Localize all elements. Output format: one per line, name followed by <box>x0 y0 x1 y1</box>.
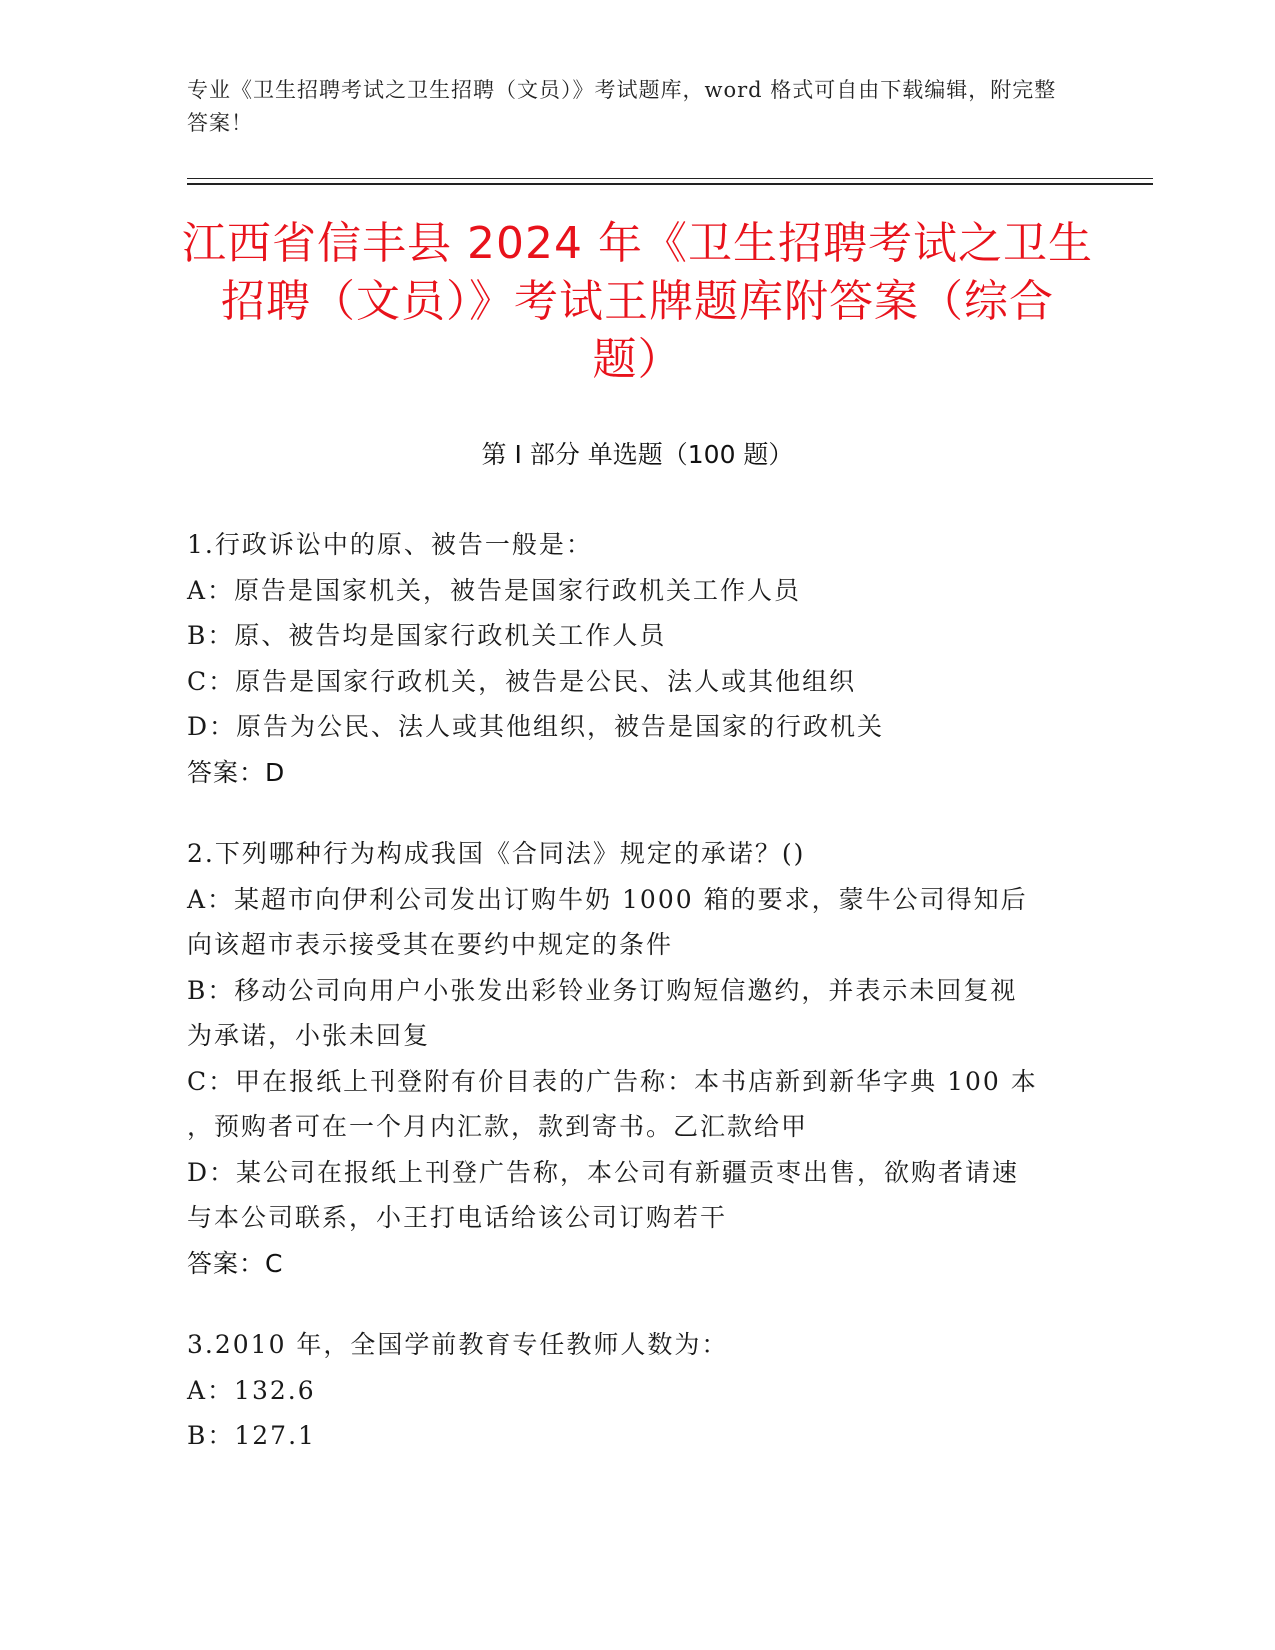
header-note: 专业《卫生招聘考试之卫生招聘（文员）》考试题库，word 格式可自由下载编辑，附完整答案！ <box>187 78 1057 135</box>
title-line-1: 江西省信丰县 2024 年《卫生招聘考试之卫生 <box>182 218 1093 269</box>
option-c-continued: ，预购者可在一个月内汇款，款到寄书。乙汇款给甲 <box>187 1112 809 1141</box>
document-title <box>170 215 1105 389</box>
title-line-3: 题） <box>592 334 683 385</box>
question-stem: 2.下列哪种行为构成我国《合同法》规定的承诺？() <box>187 839 806 868</box>
answer-label: 答案：D <box>187 757 286 787</box>
header-divider-thin <box>187 178 1153 179</box>
option-c: C：甲在报纸上刊登附有价目表的广告称：本书店新到新华字典 100 本 <box>187 1066 1038 1096</box>
header-divider-thick <box>187 183 1153 185</box>
option-d: D：原告为公民、法人或其他组织，被告是国家的行政机关 <box>187 712 885 741</box>
option-d-continued: 与本公司联系，小王打电话给该公司订购若干 <box>187 1203 728 1232</box>
option-b: B：原、被告均是国家行政机关工作人员 <box>187 621 667 650</box>
question-stem: 1.行政诉讼中的原、被告一般是： <box>187 530 593 559</box>
question-3 <box>187 1322 1067 1459</box>
option-a: A：某超市向伊利公司发出订购牛奶 1000 箱的要求，蒙牛公司得知后 <box>187 884 1028 914</box>
question-list <box>187 522 1067 1495</box>
section-heading: 第 I 部分 单选题（100 题） <box>481 440 794 469</box>
title-line-2: 招聘（文员）》考试王牌题库附答案（综合 <box>221 276 1054 327</box>
option-c: C：原告是国家行政机关，被告是公民、法人或其他组织 <box>187 666 857 696</box>
question-2 <box>187 831 1067 1286</box>
question-1 <box>187 522 1067 795</box>
answer-label: 答案：C <box>187 1248 284 1278</box>
option-a-continued: 向该超市表示接受其在要约中规定的条件 <box>187 930 674 959</box>
option-b: B：127.1 <box>187 1421 316 1450</box>
option-b: B：移动公司向用户小张发出彩铃业务订购短信邀约，并表示未回复视 <box>187 975 1018 1005</box>
question-stem: 3.2010 年，全国学前教育专任教师人数为： <box>187 1330 729 1359</box>
option-a: A：原告是国家机关，被告是国家行政机关工作人员 <box>187 575 802 605</box>
option-d: D：某公司在报纸上刊登广告称，本公司有新疆贡枣出售，欲购者请速 <box>187 1157 1020 1187</box>
option-b-continued: 为承诺，小张未回复 <box>187 1021 431 1050</box>
option-a: A：132.6 <box>187 1375 316 1405</box>
